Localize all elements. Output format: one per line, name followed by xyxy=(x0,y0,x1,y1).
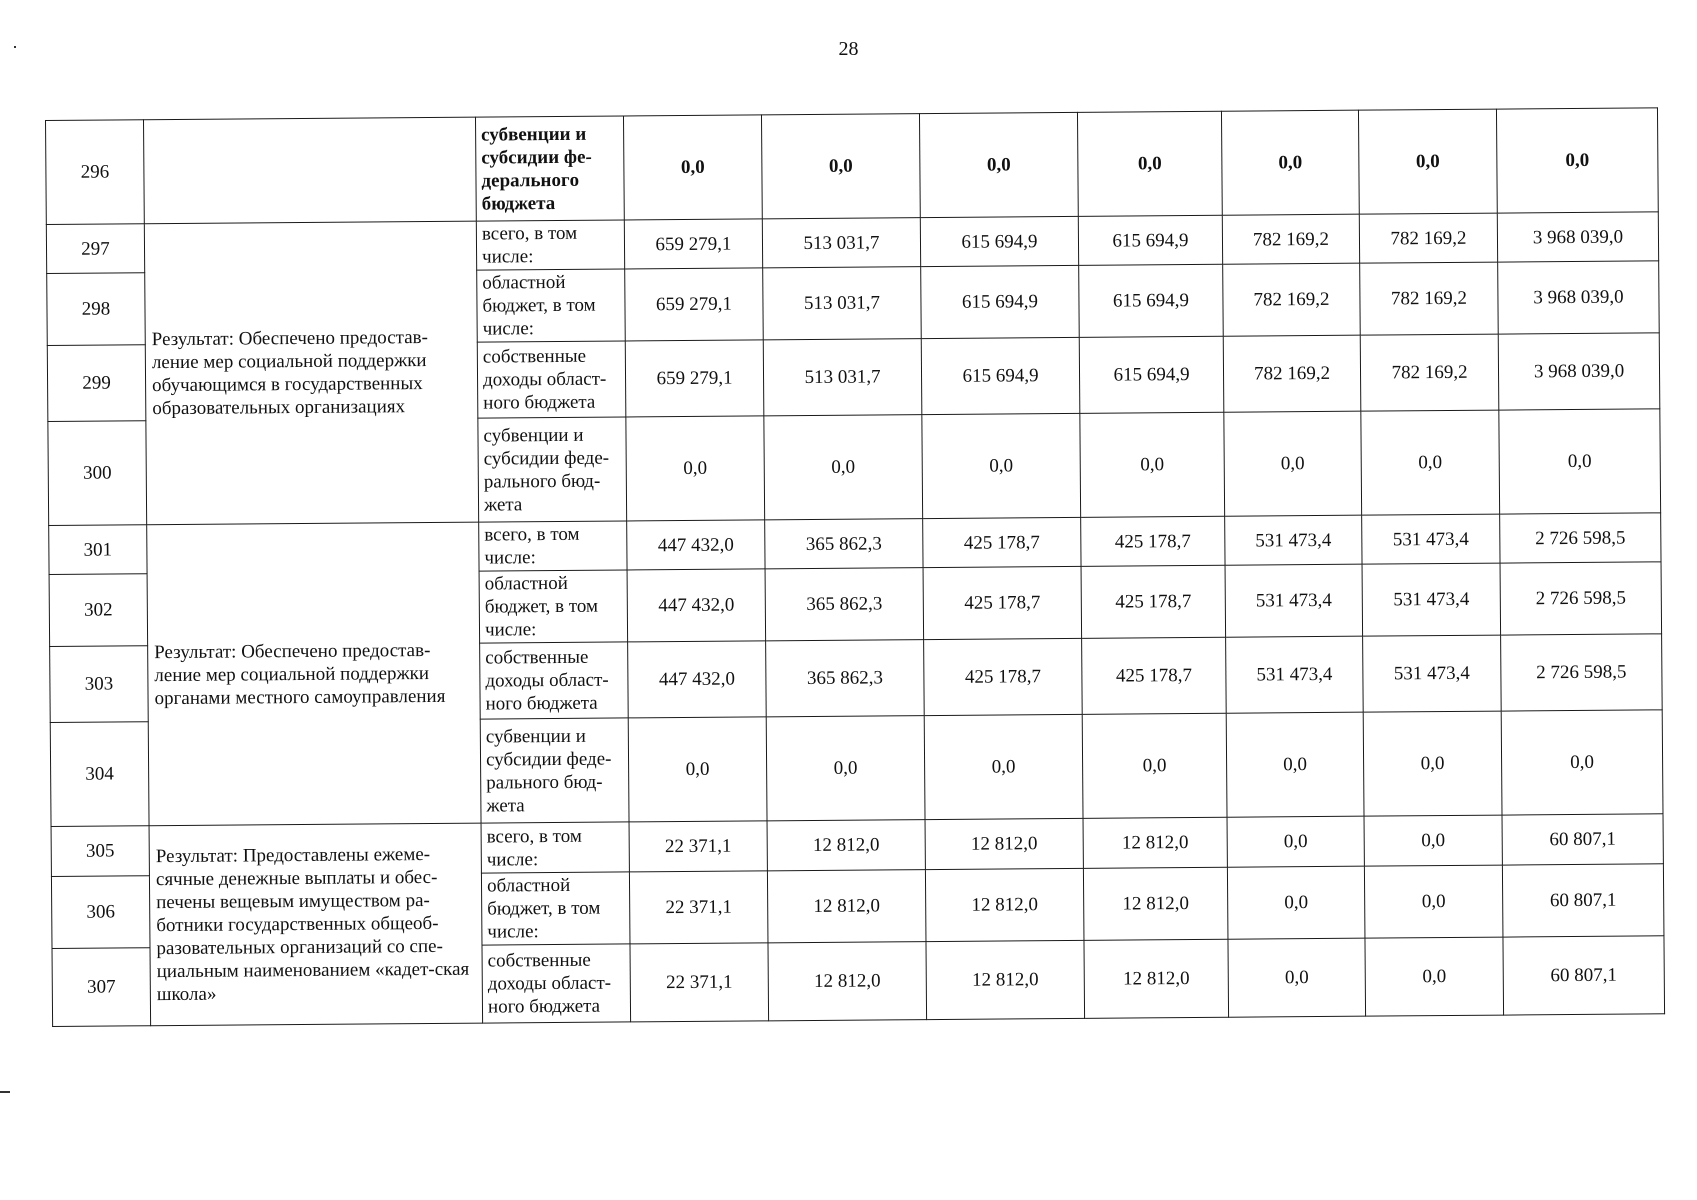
value-cell: 659 279,1 xyxy=(625,340,764,417)
result-cell-empty xyxy=(144,117,477,224)
value-cell: 0,0 xyxy=(1501,710,1663,815)
row-number: 296 xyxy=(46,120,145,225)
value-cell: 0,0 xyxy=(922,413,1081,518)
value-cell: 0,0 xyxy=(1224,411,1362,516)
funding-source: всего, в том числе: xyxy=(476,220,624,270)
value-cell: 0,0 xyxy=(1082,713,1227,818)
value-cell: 0,0 xyxy=(1080,412,1225,517)
value-cell: 531 473,4 xyxy=(1362,563,1501,636)
value-cell: 12 812,0 xyxy=(926,940,1085,1019)
value-cell: 0,0 xyxy=(1361,410,1500,515)
funding-source: субвенции и субсидии фе-деральногo бюджета xyxy=(475,116,624,221)
value-cell: 447 432,0 xyxy=(628,641,767,718)
value-cell: 12 812,0 xyxy=(925,868,1084,941)
value-cell: 531 473,4 xyxy=(1225,515,1362,565)
value-cell: 531 473,4 xyxy=(1226,636,1364,713)
value-cell: 0,0 xyxy=(1364,815,1502,866)
page-number: 28 xyxy=(838,38,859,60)
value-cell: 615 694,9 xyxy=(1078,215,1222,265)
value-cell: 513 031,7 xyxy=(763,267,922,340)
result-description: Результат: Обеспечено предостав-ление мер социальной поддержки обучающимся в государственных образовательных организациях xyxy=(144,221,478,525)
value-cell: 0,0 xyxy=(761,114,920,219)
value-cell: 0,0 xyxy=(1365,937,1504,1016)
value-cell: 0,0 xyxy=(1499,409,1661,514)
value-cell: 22 371,1 xyxy=(629,821,767,872)
row-number: 303 xyxy=(50,646,149,723)
value-cell: 3 968 039,0 xyxy=(1498,333,1660,410)
funding-source: областной бюджет, в том числе: xyxy=(481,872,630,945)
value-cell: 615 694,9 xyxy=(920,216,1078,266)
value-cell: 425 178,7 xyxy=(924,638,1083,715)
funding-source: собственные доходы област-ного бюджета xyxy=(480,642,629,719)
value-cell: 0,0 xyxy=(1227,866,1365,939)
value-cell: 615 694,9 xyxy=(921,337,1080,414)
value-cell: 425 178,7 xyxy=(1081,516,1225,566)
row-number: 305 xyxy=(51,826,149,877)
value-cell: 782 169,2 xyxy=(1359,213,1497,263)
value-cell: 0,0 xyxy=(764,415,923,520)
funding-source: всего, в том числе: xyxy=(479,521,627,571)
result-description: Результат: Обеспечено предостав-ление мер социальной поддержки органами местного самоуправления xyxy=(147,522,481,826)
result-description: Результат: Предоставлены ежеме-сячные денежные выплаты и обес-печены вещевым имуществом ра-ботники государственных общеоб-разовательных организаций со спе-циальным наименованием «кадет-ская школа» xyxy=(149,823,483,1026)
row-number: 298 xyxy=(47,273,146,346)
value-cell: 12 812,0 xyxy=(1083,867,1228,940)
value-cell: 22 371,1 xyxy=(630,943,769,1022)
value-cell: 0,0 xyxy=(919,112,1078,217)
value-cell: 0,0 xyxy=(1226,712,1364,817)
value-cell: 60 807,1 xyxy=(1502,814,1663,865)
value-cell: 0,0 xyxy=(1364,865,1503,938)
value-cell: 365 862,3 xyxy=(765,519,923,569)
row-number: 297 xyxy=(46,224,144,274)
row-number: 300 xyxy=(48,421,147,526)
value-cell: 22 371,1 xyxy=(629,871,768,944)
value-cell: 782 169,2 xyxy=(1223,263,1361,336)
value-cell: 12 812,0 xyxy=(767,820,925,871)
value-cell: 12 812,0 xyxy=(1084,939,1229,1018)
value-cell: 0,0 xyxy=(1221,110,1359,215)
funding-source: собственные доходы област-ного бюджета xyxy=(477,341,626,418)
value-cell: 615 694,9 xyxy=(1079,336,1224,413)
value-cell: 0,0 xyxy=(1363,711,1502,816)
value-cell: 365 862,3 xyxy=(766,640,925,717)
value-cell: 3 968 039,0 xyxy=(1497,212,1658,262)
value-cell: 3 968 039,0 xyxy=(1498,261,1660,334)
table-row xyxy=(46,108,1659,225)
value-cell: 659 279,1 xyxy=(624,219,762,269)
value-cell: 447 432,0 xyxy=(627,569,766,642)
value-cell: 782 169,2 xyxy=(1222,214,1359,264)
row-number: 307 xyxy=(52,948,151,1027)
value-cell: 12 812,0 xyxy=(767,870,926,943)
value-cell: 513 031,7 xyxy=(762,218,920,268)
value-cell: 782 169,2 xyxy=(1360,262,1499,335)
funding-source: субвенции и субсидии феде-рального бюд-жета xyxy=(478,417,627,522)
value-cell: 0,0 xyxy=(1227,816,1364,867)
value-cell: 425 178,7 xyxy=(1082,637,1227,714)
value-cell: 782 169,2 xyxy=(1360,334,1499,411)
value-cell: 0,0 xyxy=(766,716,925,821)
value-cell: 615 694,9 xyxy=(1079,264,1224,337)
value-cell: 2 726 598,5 xyxy=(1501,634,1663,711)
row-number: 306 xyxy=(51,876,150,949)
value-cell: 425 178,7 xyxy=(923,566,1082,639)
value-cell: 615 694,9 xyxy=(921,265,1080,338)
value-cell: 447 432,0 xyxy=(627,520,765,570)
value-cell: 2 726 598,5 xyxy=(1500,562,1662,635)
value-cell: 782 169,2 xyxy=(1223,335,1361,412)
value-cell: 425 178,7 xyxy=(923,517,1081,567)
funding-source: субвенции и субсидии феде-рального бюд-жета xyxy=(480,718,629,823)
value-cell: 531 473,4 xyxy=(1363,635,1502,712)
row-number: 304 xyxy=(50,722,149,827)
value-cell: 2 726 598,5 xyxy=(1500,513,1661,563)
value-cell: 60 807,1 xyxy=(1502,864,1664,937)
row-number: 299 xyxy=(47,345,146,422)
funding-source: областной бюджет, в том числе: xyxy=(479,570,628,643)
value-cell: 0,0 xyxy=(626,416,765,521)
value-cell: 12 812,0 xyxy=(1083,817,1227,868)
funding-source: областной бюджет, в том числе: xyxy=(477,269,626,342)
row-number: 302 xyxy=(49,574,148,647)
value-cell: 0,0 xyxy=(623,115,762,220)
funding-source: всего, в том числе: xyxy=(481,822,629,873)
value-cell: 365 862,3 xyxy=(765,568,924,641)
value-cell: 0,0 xyxy=(1228,938,1366,1017)
budget-table xyxy=(45,107,1665,1027)
funding-source: собственные доходы област-ного бюджета xyxy=(482,944,631,1023)
value-cell: 531 473,4 xyxy=(1225,564,1363,637)
value-cell: 12 812,0 xyxy=(925,818,1083,869)
value-cell: 60 807,1 xyxy=(1503,936,1665,1015)
row-number: 301 xyxy=(49,525,147,575)
value-cell: 0,0 xyxy=(924,714,1083,819)
value-cell: 0,0 xyxy=(1077,111,1222,216)
value-cell: 425 178,7 xyxy=(1081,565,1226,638)
value-cell: 659 279,1 xyxy=(625,268,764,341)
scan-dot xyxy=(14,46,16,48)
value-cell: 531 473,4 xyxy=(1362,514,1500,564)
value-cell: 513 031,7 xyxy=(763,339,922,416)
value-cell: 12 812,0 xyxy=(768,942,927,1021)
scan-mark xyxy=(0,1091,10,1093)
value-cell: 0,0 xyxy=(1358,109,1497,214)
value-cell: 0,0 xyxy=(1496,108,1658,213)
value-cell: 0,0 xyxy=(628,717,767,822)
